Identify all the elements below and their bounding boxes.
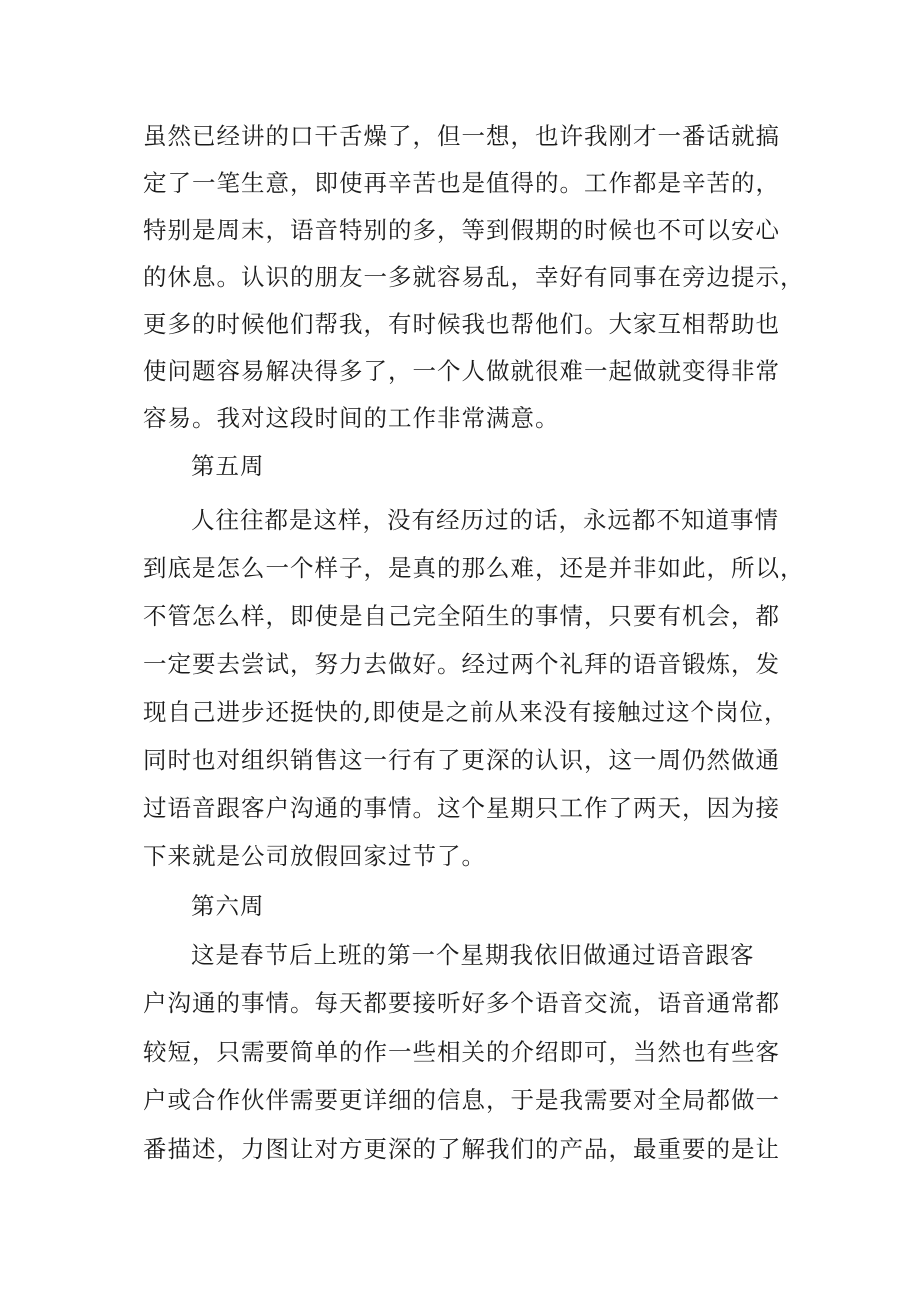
- section-heading-week-6: 第六周: [191, 892, 265, 920]
- paragraph-line: 一定要去尝试，努力去做好。经过两个礼拜的语音锻炼，发: [143, 650, 780, 678]
- paragraph-line: 这是春节后上班的第一个星期我依旧做通过语音跟客: [191, 941, 755, 969]
- paragraph-line: 同时也对组织销售这一行有了更深的认识，这一周仍然做通: [143, 746, 780, 774]
- paragraph-line: 现自己进步还挺快的,即使是之前从来没有接触过这个岗位，: [143, 698, 789, 726]
- paragraph-line: 到底是怎么一个样子，是真的那么难，还是并非如此，所以，: [143, 554, 805, 582]
- paragraph-line: 不管怎么样，即使是自己完全陌生的事情，只要有机会，都: [143, 602, 780, 630]
- paragraph-line: 户沟通的事情。每天都要接听好多个语音交流，语音通常都: [143, 989, 780, 1017]
- paragraph-line: 容易。我对这段时间的工作非常满意。: [143, 404, 560, 432]
- paragraph-line: 定了一笔生意，即使再辛苦也是值得的。工作都是辛苦的，: [143, 169, 780, 197]
- paragraph-line: 特别是周末，语音特别的多，等到假期的时候也不可以安心: [143, 216, 780, 244]
- paragraph-line: 过语音跟客户沟通的事情。这个星期只工作了两天，因为接: [143, 794, 780, 822]
- paragraph-line: 虽然已经讲的口干舌燥了，但一想，也许我刚才一番话就搞: [143, 122, 780, 150]
- paragraph-line: 人往往都是这样，没有经历过的话，永远都不知道事情: [191, 506, 779, 534]
- paragraph-line: 使问题容易解决得多了，一个人做就很难一起做就变得非常: [143, 357, 780, 385]
- paragraph-line: 番描述，力图让对方更深的了解我们的产品，最重要的是让: [143, 1135, 780, 1163]
- paragraph-line: 户或合作伙伴需要更详细的信息，于是我需要对全局都做一: [143, 1086, 780, 1114]
- paragraph-line: 更多的时候他们帮我，有时候我也帮他们。大家互相帮助也: [143, 310, 780, 338]
- paragraph-line: 的休息。认识的朋友一多就容易乱，幸好有同事在旁边提示，: [143, 263, 805, 291]
- paragraph-line: 较短，只需要简单的作一些相关的介绍即可，当然也有些客: [143, 1038, 780, 1066]
- section-heading-week-5: 第五周: [191, 452, 265, 480]
- paragraph-line: 下来就是公司放假回家过节了。: [143, 842, 486, 870]
